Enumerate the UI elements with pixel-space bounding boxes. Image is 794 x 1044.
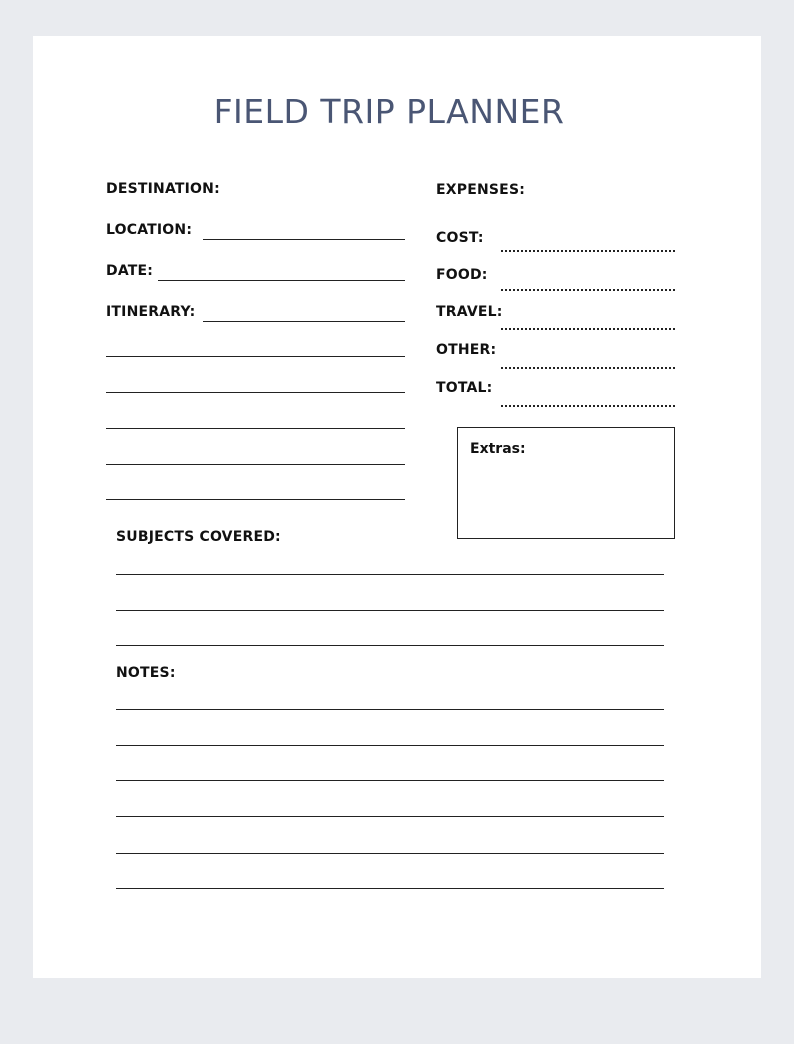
subjects-line[interactable] bbox=[116, 645, 664, 646]
other-label: OTHER: bbox=[436, 342, 497, 358]
notes-line[interactable] bbox=[116, 816, 664, 817]
extras-label: Extras: bbox=[470, 441, 526, 457]
itinerary-line[interactable] bbox=[106, 356, 405, 357]
expenses-heading: EXPENSES: bbox=[436, 182, 526, 198]
itinerary-line[interactable] bbox=[106, 392, 405, 393]
cost-label: COST: bbox=[436, 230, 484, 246]
travel-field-line[interactable] bbox=[501, 328, 675, 330]
destination-label: DESTINATION: bbox=[106, 181, 220, 197]
date-label: DATE: bbox=[106, 263, 154, 279]
subjects-line[interactable] bbox=[116, 610, 664, 611]
notes-line[interactable] bbox=[116, 853, 664, 854]
notes-line[interactable] bbox=[116, 745, 664, 746]
page-title: FIELD TRIP PLANNER bbox=[213, 92, 565, 131]
date-field-line[interactable] bbox=[158, 280, 405, 281]
notes-line[interactable] bbox=[116, 780, 664, 781]
extras-box[interactable] bbox=[457, 427, 675, 539]
itinerary-field-line[interactable] bbox=[203, 321, 405, 322]
itinerary-line[interactable] bbox=[106, 464, 405, 465]
itinerary-line[interactable] bbox=[106, 499, 405, 500]
planner-page bbox=[33, 36, 761, 978]
notes-label: NOTES: bbox=[116, 665, 176, 681]
food-label: FOOD: bbox=[436, 267, 488, 283]
notes-line[interactable] bbox=[116, 709, 664, 710]
location-field-line[interactable] bbox=[203, 239, 405, 240]
total-label: TOTAL: bbox=[436, 380, 493, 396]
travel-label: TRAVEL: bbox=[436, 304, 503, 320]
total-field-line[interactable] bbox=[501, 405, 675, 407]
subjects-line[interactable] bbox=[116, 574, 664, 575]
subjects-covered-label: SUBJECTS COVERED: bbox=[116, 529, 281, 545]
itinerary-label: ITINERARY: bbox=[106, 304, 196, 320]
food-field-line[interactable] bbox=[501, 289, 675, 291]
location-label: LOCATION: bbox=[106, 222, 193, 238]
other-field-line[interactable] bbox=[501, 367, 675, 369]
itinerary-line[interactable] bbox=[106, 428, 405, 429]
cost-field-line[interactable] bbox=[501, 250, 675, 252]
notes-line[interactable] bbox=[116, 888, 664, 889]
